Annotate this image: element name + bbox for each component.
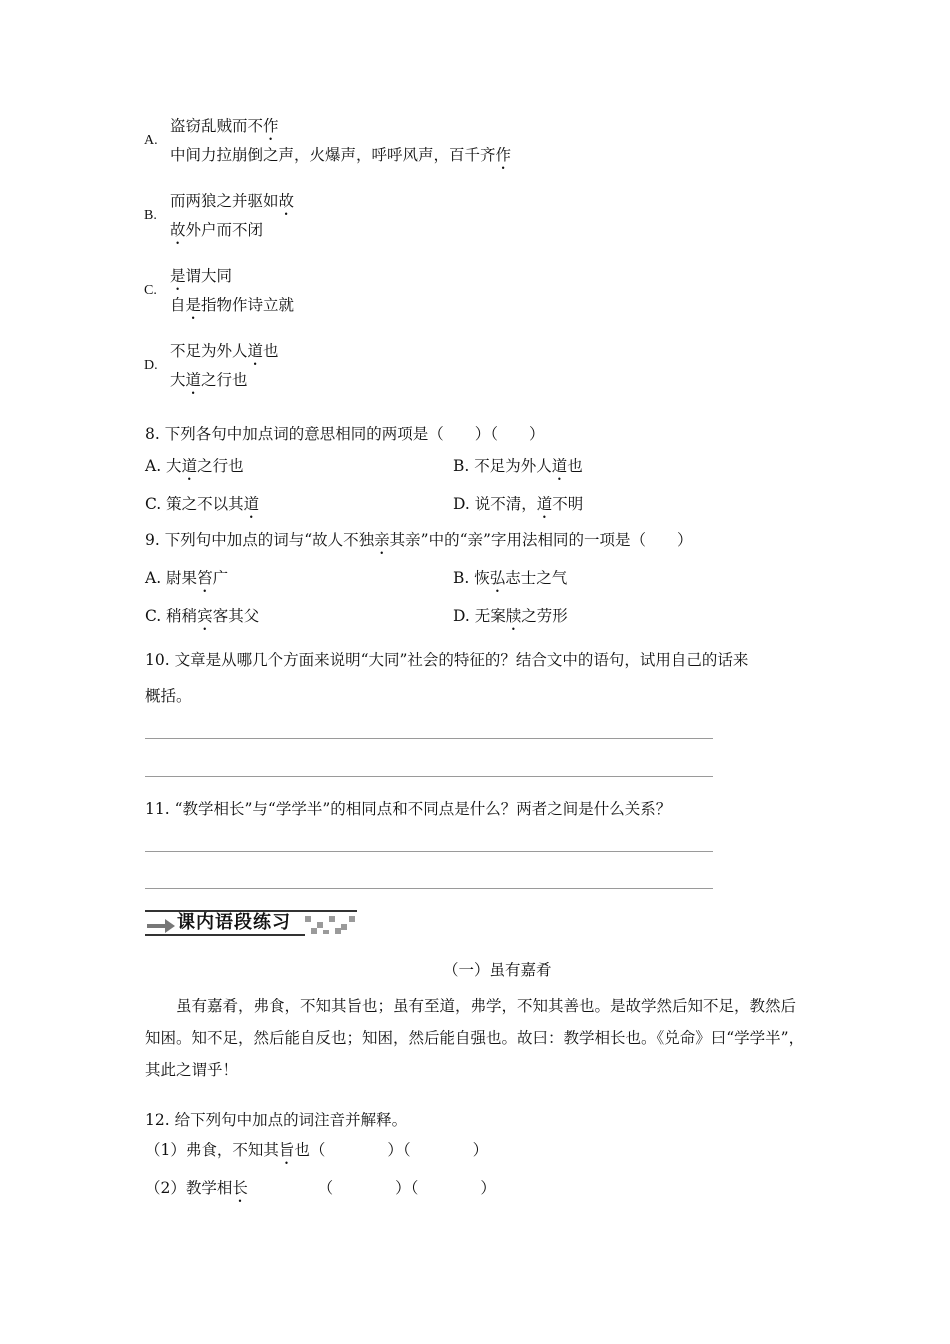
option-letter: A. (144, 133, 158, 148)
option-letter: C. (144, 283, 157, 298)
option-line-1: 是谓大同 (170, 267, 233, 285)
answer-line[interactable] (145, 776, 713, 777)
option-b: B. 恢弘志士之气 (453, 569, 568, 587)
option-a: A. 大道之行也 (145, 457, 244, 475)
answer-line[interactable] (145, 851, 713, 852)
option-line-2: 中间力拉崩倒之声，火爆声，呼呼风声，百千齐作 (170, 146, 512, 164)
section-banner (145, 908, 357, 938)
option-c: C. 稍稍宾客其父 (145, 607, 260, 625)
option-d: D. 无案牍之劳形 (453, 607, 568, 625)
option-b: B. 不足为外人道也 (453, 457, 583, 475)
sub-item-2: （2）教学相长 （ ）（ ） (145, 1179, 496, 1197)
question-stem: 8. 下列各句中加点词的意思相同的两项是（ ）（ ） (145, 425, 545, 443)
option-a: A. 尉果笞广 (145, 569, 229, 587)
option-line-2: 大道之行也 (170, 371, 248, 389)
option-d: D. 说不清，道不明 (453, 495, 584, 513)
question-stem: 12. 给下列句中加点的词注音并解释。 (145, 1111, 408, 1129)
option-c: C. 策之不以其道 (145, 495, 260, 513)
question-stem: 9. 下列句中加点的词与“故人不独亲其亲”中的“亲”字用法相同的一项是（ ） (145, 531, 693, 549)
option-line-1: 盗窃乱贼而不作 (170, 117, 279, 135)
option-letter: D. (144, 358, 158, 373)
option-line-1: 不足为外人道也 (170, 342, 279, 360)
option-letter: B. (144, 208, 157, 223)
passage-text: 虽有嘉肴，弗食，不知其旨也；虽有至道，弗学，不知其善也。是故学然后知不足，教然后知困。知不足，然后能自反也；知困，然后能自强也。故曰：教学相长也。《兑命》曰“学学半”，其此之谓乎！ (145, 997, 805, 1079)
option-line-1: 而两狼之并驱如故 (170, 192, 295, 210)
option-line-2: 故外户而不闭 (170, 221, 264, 239)
banner-label: 课内语段练习 (177, 912, 291, 933)
option-line-2: 自是指物作诗立就 (170, 296, 295, 314)
question-stem: 11. “教学相长”与“学学半”的相同点和不同点是什么？两者之间是什么关系？ (145, 800, 672, 818)
answer-line[interactable] (145, 888, 713, 889)
passage-title: （一）虽有嘉肴 (443, 961, 552, 979)
question-stem-line-1: 10. 文章是从哪几个方面来说明“大同”社会的特征的？结合文中的语句，试用自己的话来 (145, 651, 749, 669)
sub-item-1: （1）弗食，不知其旨也（ ）（ ） (145, 1141, 489, 1159)
answer-line[interactable] (145, 738, 713, 739)
question-stem-line-2: 概括。 (145, 687, 192, 705)
